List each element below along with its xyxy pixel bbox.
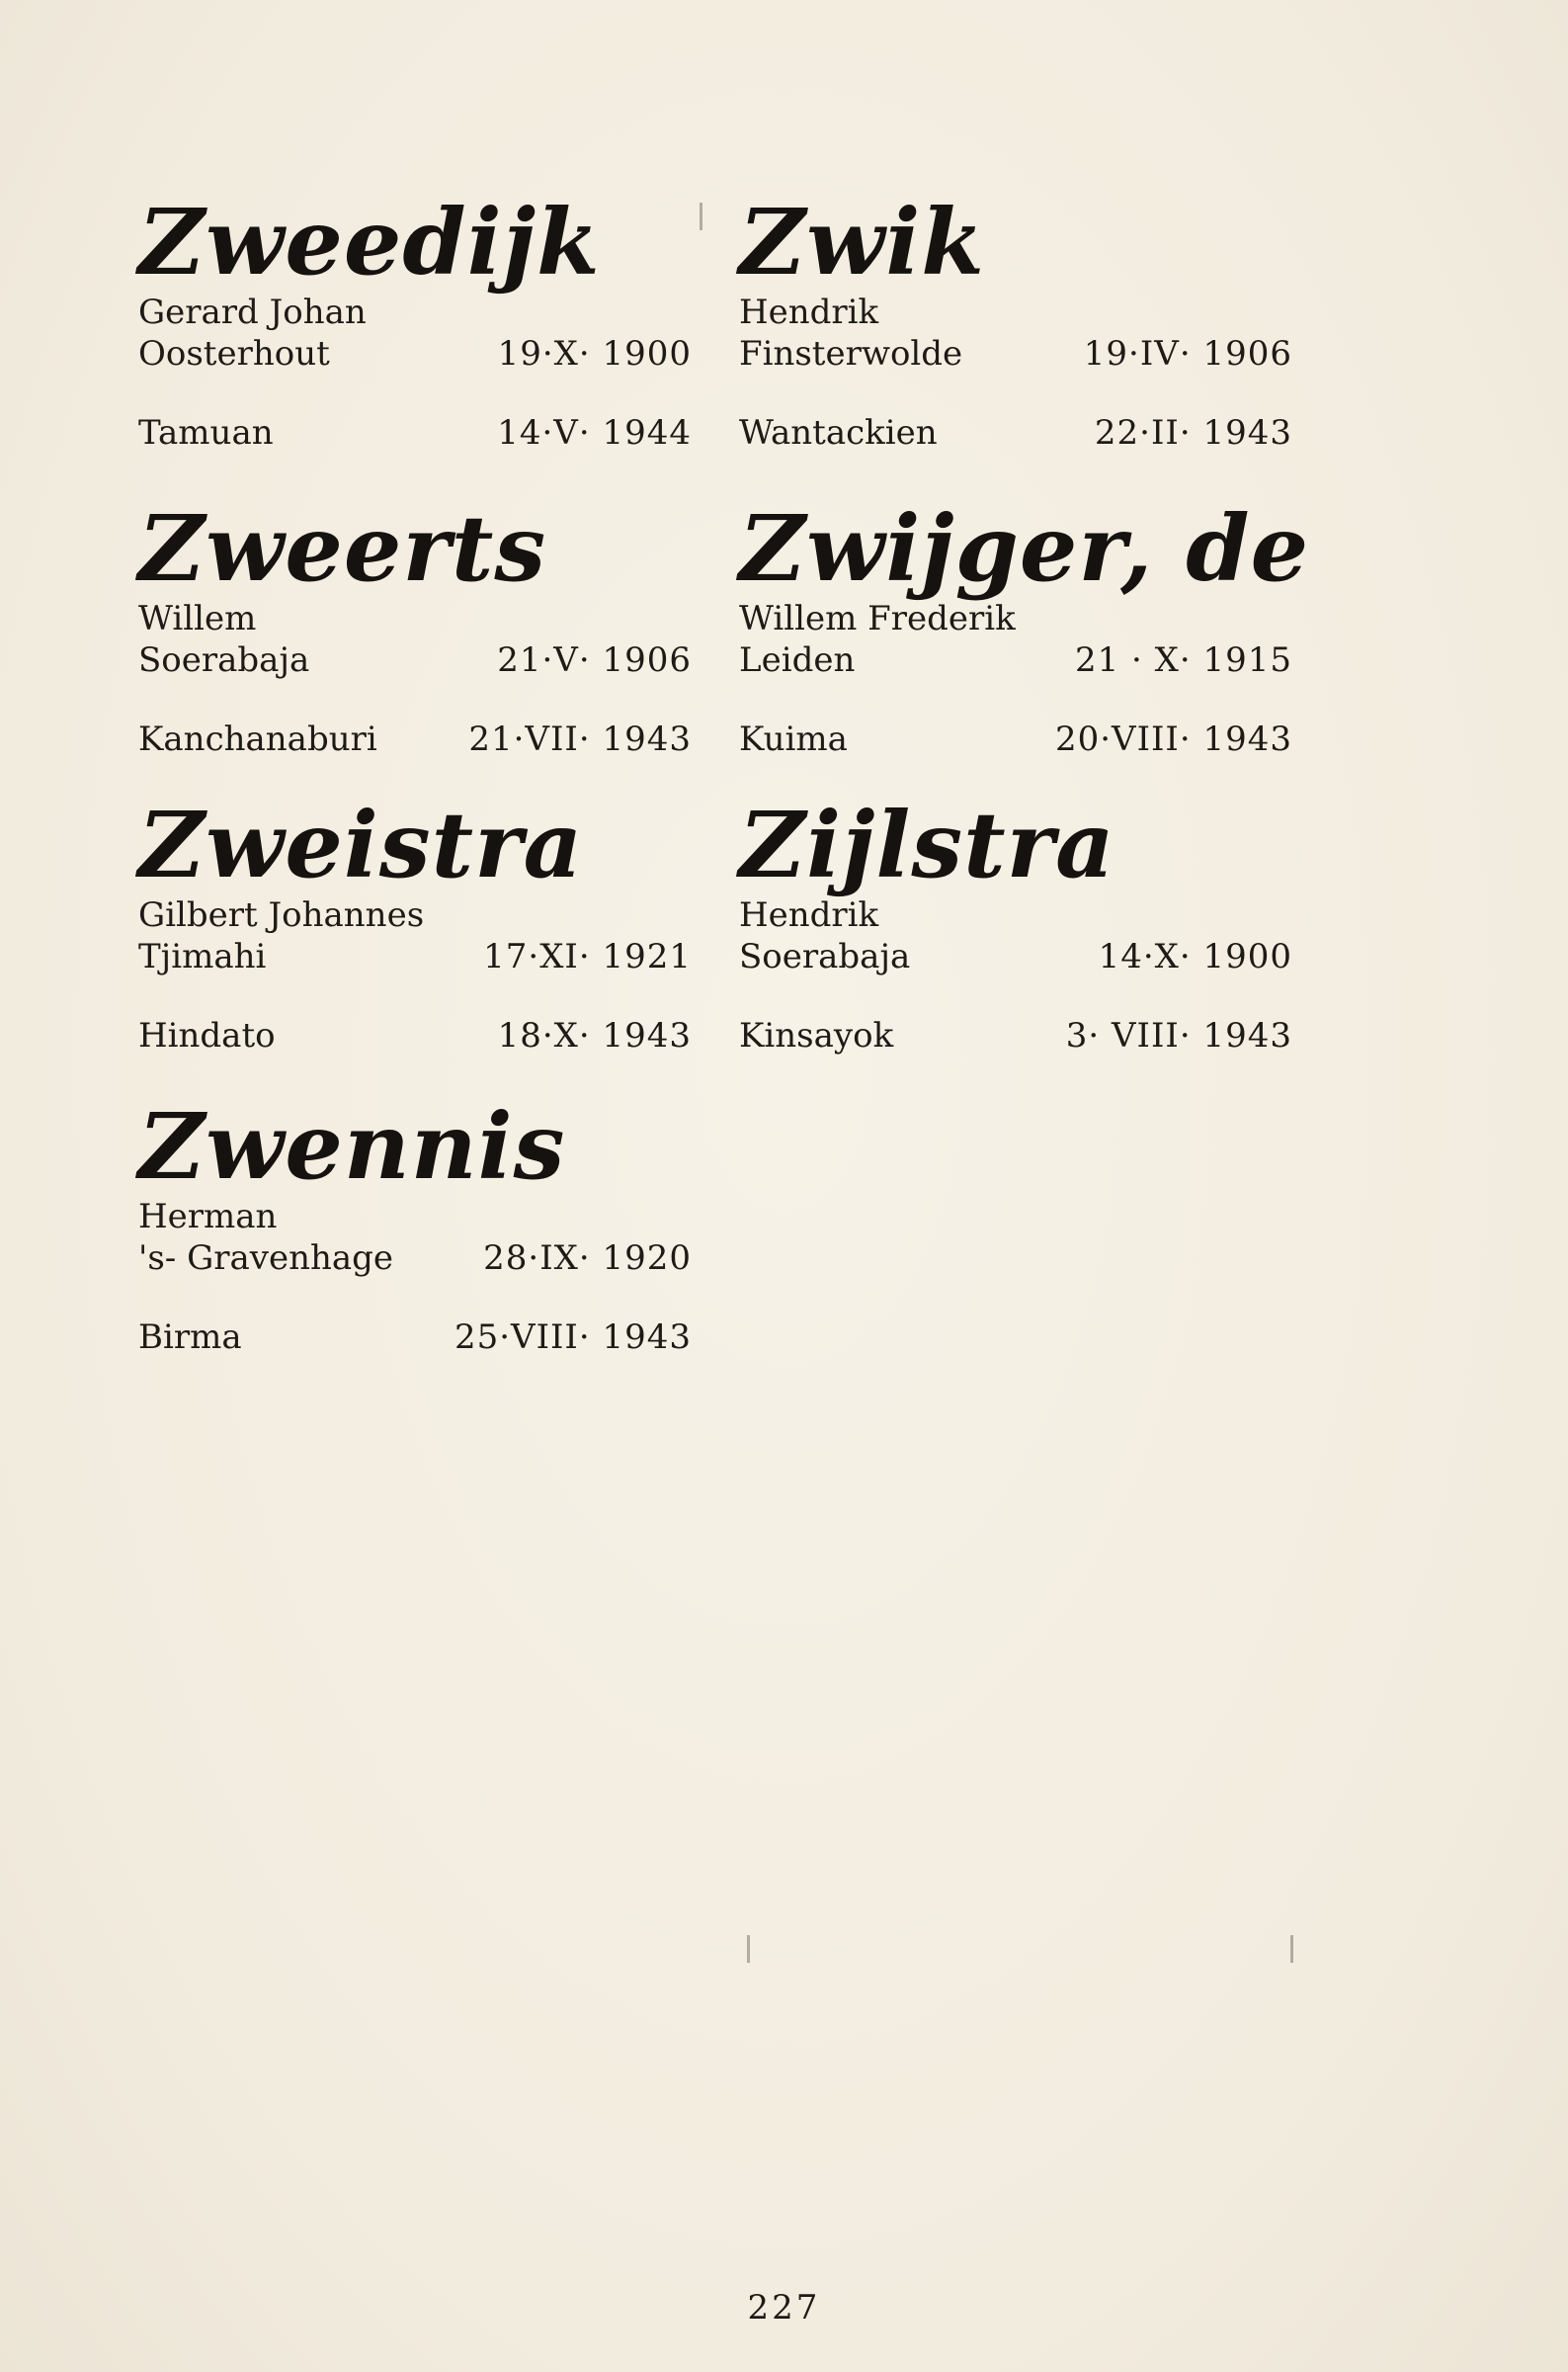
death-place: Birma	[138, 1317, 242, 1357]
stray-mark	[700, 203, 702, 230]
first-names: Willem Frederik	[739, 599, 1016, 638]
first-names: Gilbert Johannes	[138, 895, 425, 935]
surname: Zijlstra	[739, 792, 1115, 898]
surname: Zwijger, de	[739, 495, 1310, 602]
death-place: Hindato	[138, 1016, 276, 1056]
first-names: Gerard Johan	[138, 293, 367, 332]
surname: Zweedijk	[138, 189, 601, 296]
first-names-row	[739, 292, 1292, 333]
death-row	[138, 1316, 692, 1358]
death-date: 25·VIII· 1943	[454, 1317, 692, 1357]
death-row	[138, 1015, 692, 1057]
death-place: Kuima	[739, 720, 848, 759]
birth-row	[739, 639, 1292, 681]
death-place: Tamuan	[138, 413, 274, 453]
death-place: Wantackien	[739, 413, 938, 453]
entry-zwijger-de	[739, 495, 1310, 760]
entry-zijlstra	[739, 792, 1292, 1057]
death-row	[739, 719, 1292, 760]
death-date: 18·X· 1943	[497, 1016, 692, 1056]
birth-date: 19·X· 1900	[497, 334, 692, 374]
death-row	[138, 719, 692, 760]
birth-place: Oosterhout	[138, 334, 330, 374]
surname: Zwik	[739, 189, 986, 296]
first-names: Hendrik	[739, 293, 879, 332]
entry-zwennis	[138, 1093, 692, 1358]
death-row	[739, 1015, 1292, 1057]
birth-date: 21·V· 1906	[497, 640, 692, 680]
death-place: Kinsayok	[739, 1016, 894, 1056]
first-names-row	[138, 894, 692, 936]
entry-zweedijk	[138, 189, 692, 454]
birth-place: Soerabaja	[138, 640, 310, 680]
surname: Zweistra	[138, 792, 584, 898]
surname: Zwennis	[138, 1093, 566, 1200]
first-names-row	[739, 894, 1292, 936]
death-date: 22·II· 1943	[1094, 413, 1292, 453]
death-row	[138, 412, 692, 454]
death-date: 21·VII· 1943	[468, 720, 692, 759]
first-names-row	[138, 1196, 692, 1237]
first-names: Willem	[138, 599, 257, 638]
first-names-row	[138, 292, 692, 333]
first-names-row	[739, 598, 1292, 639]
birth-place: Finsterwolde	[739, 334, 963, 374]
birth-date: 21 · X· 1915	[1074, 640, 1292, 680]
death-date: 14·V· 1944	[497, 413, 692, 453]
entry-zwik	[739, 189, 1292, 454]
birth-place: Tjimahi	[138, 937, 267, 976]
birth-row	[138, 936, 692, 977]
first-names: Herman	[138, 1197, 278, 1236]
birth-date: 17·XI· 1921	[483, 937, 692, 976]
birth-place: 's- Gravenhage	[138, 1238, 394, 1278]
entry-zweerts	[138, 495, 692, 760]
death-row	[739, 412, 1292, 454]
first-names: Hendrik	[739, 895, 879, 935]
birth-row	[138, 333, 692, 375]
surname: Zweerts	[138, 495, 547, 602]
birth-date: 28·IX· 1920	[483, 1238, 692, 1278]
birth-row	[739, 333, 1292, 375]
birth-date: 14·X· 1900	[1098, 937, 1292, 976]
page-number: 227	[747, 2288, 821, 2328]
birth-date: 19·IV· 1906	[1083, 334, 1292, 374]
birth-place: Leiden	[739, 640, 856, 680]
death-date: 3· VIII· 1943	[1065, 1016, 1292, 1056]
death-date: 20·VIII· 1943	[1054, 720, 1292, 759]
first-names-row	[138, 598, 692, 639]
birth-row	[138, 1237, 692, 1279]
entry-zweistra	[138, 792, 692, 1057]
birth-row	[138, 639, 692, 681]
stray-mark	[747, 1935, 750, 1963]
birth-place: Soerabaja	[739, 937, 911, 976]
death-place: Kanchanaburi	[138, 720, 377, 759]
birth-row	[739, 936, 1292, 977]
stray-mark	[1290, 1935, 1293, 1963]
